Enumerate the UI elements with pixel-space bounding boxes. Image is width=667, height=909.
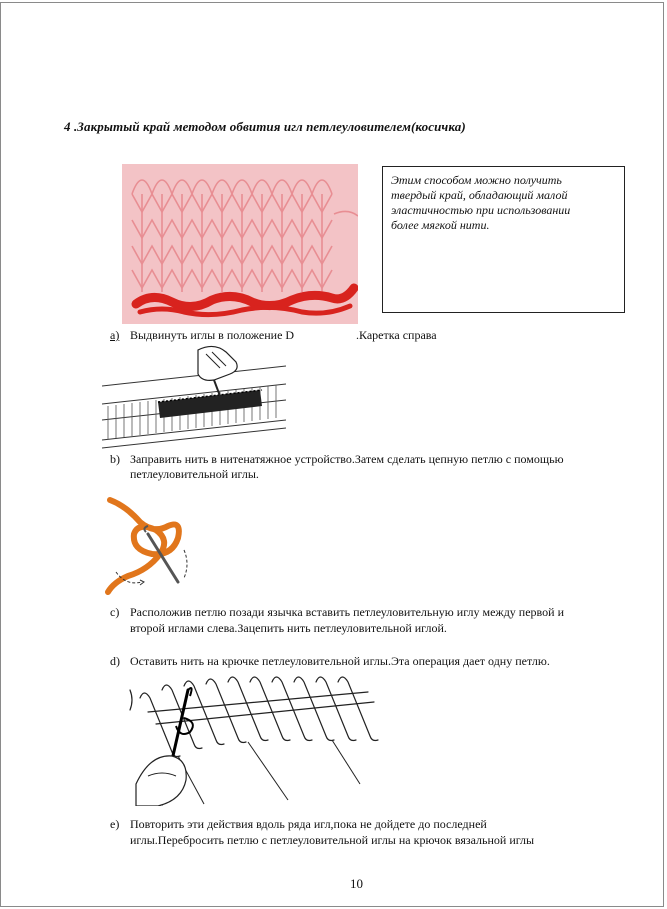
step-text: Выдвинуть иглы в положение D [130, 328, 295, 342]
note-line: эластичностью при использовании [391, 203, 571, 217]
page-number: 10 [350, 876, 363, 891]
step-text: Заправить нить в нитенатяжное устройство.Затем сделать цепную петлю с помощью [130, 452, 564, 466]
step-b-line-2: петлеуловительной иглы. [130, 467, 259, 481]
knitted-edge-illustration [122, 164, 358, 324]
step-c [110, 605, 564, 620]
step-label: e) [110, 817, 120, 831]
step-b [110, 452, 564, 467]
step-label: c) [110, 605, 120, 619]
note-line: твердый край, обладающий малой [391, 188, 568, 202]
step-e-line-2: иглы.Перебросить петлю с петлеуловительной иглы на крючок вязальной иглы [130, 833, 535, 847]
step-text: Расположив петлю позади язычка вставить петлеуловительную иглу между первой и [130, 605, 564, 619]
knitting-machine-illustration [102, 344, 286, 450]
step-text: Оставить нить на крючке петлеуловительной иглы.Эта операция дает одну петлю. [130, 654, 550, 668]
step-label: b) [110, 452, 120, 466]
step-c-line-2: второй иглами слева.Зацепить нить петлеуловительной иглой. [130, 621, 447, 635]
needle-bed-illustration [128, 672, 388, 806]
step-label: d) [110, 654, 120, 668]
note-line: более мягкой нити. [391, 218, 490, 232]
section-heading: 4 .Закрытый край методом обвития игл петлеуловителем(косичка) [64, 119, 466, 134]
note-line: Этим способом можно получить [391, 173, 562, 187]
step-a [110, 328, 294, 343]
step-label: а) [110, 328, 120, 342]
chain-loop-illustration [100, 494, 196, 596]
step-text: Повторить эти действия вдоль ряда игл,пока не дойдете до последней [130, 817, 487, 831]
note-box [382, 166, 625, 313]
step-e [110, 817, 487, 832]
step-d [110, 654, 550, 669]
step-a-carriage-note: .Каретка справа [356, 328, 437, 342]
